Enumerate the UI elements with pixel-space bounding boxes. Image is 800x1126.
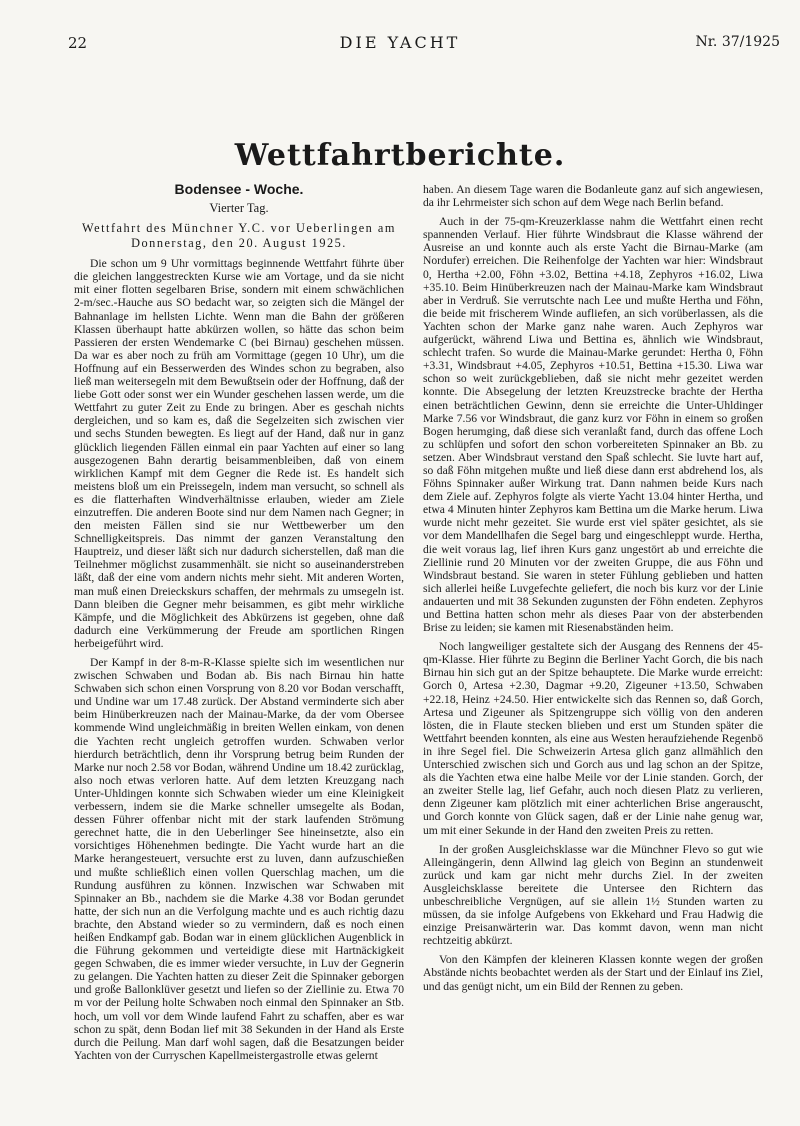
page-number: 22 <box>68 34 88 52</box>
article-title: Bodensee - Woche. <box>174 181 304 197</box>
paragraph: haben. An diesem Tage waren die Bodanleute ganz auf sich angewiesen, da ihr Lehrmeister sich schon auf dem Wege nach Berlin befand. <box>423 183 763 210</box>
left-column <box>74 183 404 1062</box>
paragraph: Noch langweiliger gestaltete sich der Ausgang des Rennens der 45-qm-Klasse. Hier führte zu Beginn die Berliner Yacht Gorch, die bis nach Birnau hin sich gut an der Spitze behauptete. Die Marke wurde erreicht: Gorch 0, Artesa +2.30, Dagmar +9.20, Zigeuner +13.50, Schwaben +22.18, Heinz +24.50. Hier entwickelte sich das Rennen so, daß Gorch, Artesa und Zigeuner als Spitzengruppe sich völlig von den anderen lösten, die in Flaute stecken blieben und erst um Stunden später die Wettfahrt beenden konnten, als eine aus Westen heraufziehende Regenbö in ihre Segel fiel. Die Schweizerin Artesa glich ganz allmählich den Unterschied zwischen sich und Gorch aus und lag schon an der Spitze, als die Yachten etwa eine halbe Meile vor der Linie standen. Gorch, der an zweiter Stelle lag, lief Gefahr, auch noch diesen Platz zu verlieren, denn Zigeuner kam plötzlich mit einer achterlichen Brise angerauscht, und Gorch konnte von Glück sagen, daß er der Linie nahe genug war, um mit einer Sekunde in der Hand den zweiten Preis zu retten. <box>423 640 763 837</box>
paragraph: Die schon um 9 Uhr vormittags beginnende Wettfahrt führte über die gleichen langgestreckten Kurse wie am Vortage, und da sie nicht mit einer flotten segelbaren Brise, sondern mit einem schwächlichen 2-m/sec.-Hauche aus SO bedacht war, so zeigten sich die Mängel der Bahnanlage im hellsten Lichte. Wenn man die Bahn der größeren Klassen überhaupt hatte abkürzen wollen, so hätte das schon beim Passieren der ersten Wendemarke C (bei Birnau) geschehen müssen. Da war es aber noch zu früh am Vormittage (gegen 10 Uhr), um die Hoffnung auf ein Besserwerden des Windes schon zu begraben, also ließ man weitersegeln mit dem Bewußtsein oder der Hoffnung, daß der liebe Gott oder sonst wer ein Wunder geschehen lassen werde, um die Wettfahrt zu guter Zeit zu Ende zu bringen. Aber es geschah nichts dergleichen, und so kam es, daß die Segelzeiten sich zwischen vier und sechs Stunden bewegten. Es liegt auf der Hand, daß nur in ganz glücklich liegenden Fällen einmal ein paar Yachten auf einer so lang ausgezogenen Bahn derartig beisammenbleiben, daß von einem wirklichen Kampf mit dem Gegner die Rede ist. Es handelt sich meistens bloß um ein Preissegeln, indem man versucht, so schnell als es die flatterhaften Windverhältnisse erlauben, wieder am Ziele einzutreffen. Die anderen Boote sind nur dem Namen nach Gegner; in den meisten Fällen sind sie nur Wettbewerber um den Schnelligkeitspreis. Das nimmt der ganzen Veranstaltung den Hauptreiz, und dieser läßt sich nur dadurch sicherstellen, daß man die Teilnehmer möglichst zusammenhält. sie nicht so auseinanderstreben läßt, daß der eine vom andern nichts mehr sieht. Mit anderen Worten, man muß einen Dreieckskurs schaffen, der mehrmals zu umsegeln ist. Dann bleiben die Gegner mehr beisammen, es gibt mehr wirkliche Kämpfe, und die Möglichkeit des Abkürzens ist gegeben, ohne daß dadurch eine Verkümmerung der Freude am sportlichen Ringen herbeigeführt wird. <box>74 257 404 650</box>
paragraph: Auch in der 75-qm-Kreuzerklasse nahm die Wettfahrt einen recht spannenden Verlauf. Hier führte Windsbraut die Klasse während der Ausreise an und konnte auch als erste Yacht die Birnau-Marke (am Nordufer) erreichen. Die Reihenfolge der Yachten war hier: Windsbraut 0, Hertha +2.00, Föhn +3.02, Bettina +4.18, Zephyros +16.02, Liwa +35.10. Beim Hinüberkreuzen nach der Mainau-Marke kam Windsbraut aber in Verdruß. Sie verrutschte nach Lee und mußte Hertha und Föhn, die beide mit frischerem Winde aufliefen, an sich vorüberlassen, als die Yachten schon der Marke ganz nahe waren. Auch Zephyros war aufgerückt, während Liwa und Bettina es, ähnlich wie Windsbraut, schlecht trafen. So wurde die Mainau-Marke gerundet: Hertha 0, Föhn +3.31, Windsbraut +4.05, Zephyros +10.51, Bettina +15.30. Liwa war schon so weit zurückgeblieben, daß sie nicht mehr gezeitet werden konnte. Die Absegelung der letzten Kreuzstrecke brachte der Hertha einen beträchtlichen Gewinn, denn sie erreichte die Unter-Uhldinger Marke 7.56 vor Windsbraut, die ganz kurz vor Föhn in einem so großen Bogen herumging, daß diese sich veranlaßt fand, durch das offene Loch zu schlüpfen und sofort den schon vorbereiteten Spinnaker an Bb. zu setzen. Aber Windsbraut verstand den Spaß schlecht. Sie luvte hart auf, so daß Föhn mitgehen mußte und ließ diese dann erst abdrehend los, als Föhns Spinnaker außer Wirkung trat. Dann nahmen beide Kurs nach dem Ziele auf. Zephyros folgte als vierte Yacht 13.04 hinter Hertha, und etwa 4 Minuten hinter Zephyros kam Bettina um die Marke herum. Liwa wurde nicht mehr gezeitet. Sie wurde erst viel später gesichtet, als sie vor dem Mandellhafen die Segel barg und eingeschleppt wurde. Hertha, die weit voraus lag, lief ihren Kurs ganz ungestört ab und erreichte die Ziellinie rund 20 Minuten vor der zweiten Gruppe, die aus Föhn und Windsbraut bestand. Sie waren in steter Fühlung geblieben und hatten sich allerlei heiße Luvgefechte geliefert, die noch bis kurz vor der Linie andauerten und mit 38 Sekunden zugunsten der Föhn endeten. Zephyros und Bettina hatten schon mehr als dieses Paar von der absterbenden Brise zu leiden; sie kamen mit Riesenabständen heim. <box>423 215 763 635</box>
article-day: Vierter Tag. <box>209 201 269 216</box>
paragraph: Der Kampf in der 8-m-R-Klasse spielte sich im wesentlichen nur zwischen Schwaben und Bodan ab. Bis nach Birnau hin hatte Schwaben sich schon einen Vorsprung von 8.20 vor Bodan verschafft, und Undine war um 17.48 zurück. Der Abstand verminderte sich aber beim Hinüberkreuzen nach der Mainau-Marke, da der vom Obersee kommende Wind ungleichmäßig in breiten Wellen einkam, von denen die Yachten recht ungleich getroffen wurden. Schwaben verlor hierdurch beträchtlich, denn ihr Vorsprung betrug beim Runden der Marke nur noch 2.58 vor Bodan, während Undine um 18.42 zurücklag, also noch etwas verloren hatte. Auf dem letzten Kreuzgang nach Unter-Uhldingen konnte sich Schwaben wieder um eine Kleinigkeit verbessern, indem sie die Marke schneller umsegelte als Bodan, dessen Führer offenbar nicht mit der stark laufenden Strömung gerechnet hatte, die in den Ueberlinger See hineinsetzte, also ein vorsichtiges Höhenehmen bedingte. Die Yacht wurde hart an die Marke herangesteuert, versuchte erst zu luven, dann aufzuschießen und mußte schließlich einen vollen Querschlag machen, um die Rundung ausführen zu können. Inzwischen war Schwaben mit Spinnaker an Bb., nachdem sie die Marke 4.38 vor Bodan gerundet hatte, der sich nun an die Verfolgung machte und es auch richtig dazu brachte, den Abstand wieder so zu vermindern, daß es noch einen heißen Endkampf gab. Bodan war in einem glücklichen Augenblick in die Führung gekommen und verteidigte diese mit Hartnäckigkeit gegen Schwaben, die es immer wieder versuchte, in Luv der Gegnerin zu gelangen. Die Yachten hatten zu dieser Zeit die Spinnaker geborgen und große Ballonklüver gesetzt und liefen so der Ziellinie zu. Etwa 70 m vor der Peilung holte Schwaben noch einmal den Spinnaker an Stb. hoch, um voll vor dem Winde laufend Fahrt zu schaffen, aber es war schon zu spät, denn Bodan lief mit 38 Sekunden in der Hand als Erste durch die Peilung. Man darf wohl sagen, daß die Besatzungen beider Yachten von der Curryschen Kapellmeistergastrolle etwas gelernt <box>74 656 404 1062</box>
paragraph: In der großen Ausgleichsklasse war die Münchner Flevo so gut wie Alleingängerin, denn Allwind lag gleich von Beginn an stundenweit zurück und kam gar nicht mehr durchs Ziel. In der zweiten Ausgleichsklasse bereitete die Untersee den Richtern das unbeschreibliche Vergnügen, auf sie allein 1½ Stunden warten zu müssen, da sie infolge Aufgebens von Ekkehard und Frau Hadwig die einzige Preisanwärterin war. Das kommt davon, wenn man nicht rechtzeitig abkürzt. <box>423 842 763 948</box>
page-heading: Wettfahrtberichte. <box>234 138 566 173</box>
paragraph: Von den Kämpfen der kleineren Klassen konnte wegen der großen Abstände nichts beobachtet werden als der Start und der Einlauf ins Ziel, und das genügt nicht, um ein Bild der Rennen zu geben. <box>423 953 763 993</box>
journal-title: DIE YACHT <box>339 33 461 52</box>
right-column <box>423 183 763 993</box>
issue-number: Nr. 37/1925 <box>695 34 780 50</box>
article-subtitle: Wettfahrt des Münchner Y.C. vor Ueberlingen am Donnerstag, den 20. August 1925. <box>82 221 396 251</box>
